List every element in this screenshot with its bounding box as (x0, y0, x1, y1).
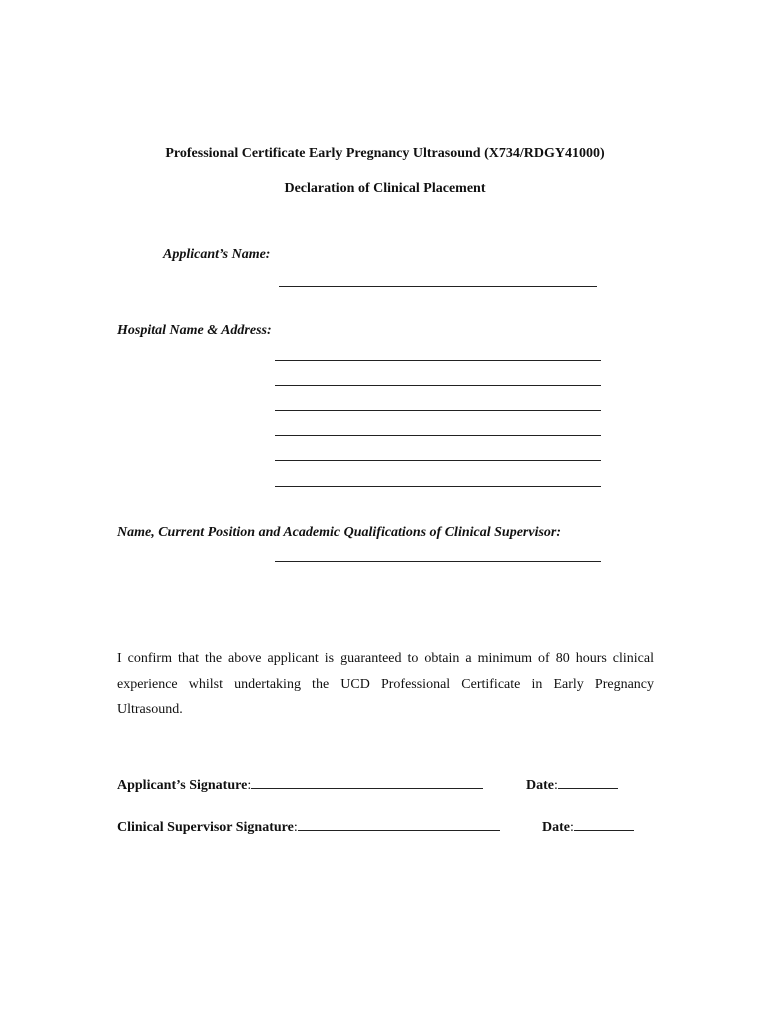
applicant-signature-row (117, 776, 483, 794)
supervisor-label: Name, Current Position and Academic Qualifications of Clinical Supervisor: (117, 525, 562, 540)
applicant-date-colon: : (554, 778, 558, 793)
hospital-field-line-5[interactable] (275, 460, 601, 461)
applicant-date-label: Date (526, 778, 554, 793)
applicant-signature-label: Applicant’s Signature (117, 778, 248, 793)
supervisor-date-field[interactable] (574, 818, 634, 831)
applicant-date-row (526, 776, 618, 794)
applicant-signature-colon: : (247, 778, 252, 793)
hospital-field-line-1[interactable] (275, 360, 601, 361)
hospital-field-line-2[interactable] (275, 385, 601, 386)
supervisor-signature-row (117, 818, 500, 836)
document-title: Professional Certificate Early Pregnancy Ultrasound (X734/RDGY41000) (165, 146, 605, 161)
hospital-field-line-4[interactable] (275, 435, 601, 436)
applicant-name-field[interactable] (279, 286, 597, 287)
supervisor-date-label: Date (542, 820, 570, 835)
supervisor-date-row (542, 818, 634, 836)
supervisor-signature-label: Clinical Supervisor Signature (117, 820, 294, 835)
applicant-signature-field[interactable] (251, 776, 483, 789)
applicant-name-label: Applicant’s Name: (163, 247, 271, 262)
confirmation-paragraph: I confirm that the above applicant is guaranteed to obtain a minimum of 80 hours clinical experience whilst undertaking the UCD Professional Certificate in Early Pregnancy Ultrasound. (117, 651, 654, 717)
supervisor-signature-field[interactable] (298, 818, 500, 831)
hospital-field-line-3[interactable] (275, 410, 601, 411)
hospital-field-line-6[interactable] (275, 486, 601, 487)
hospital-label: Hospital Name & Address: (117, 323, 272, 338)
document-subtitle: Declaration of Clinical Placement (284, 181, 486, 196)
supervisor-date-colon: : (570, 820, 574, 835)
applicant-date-field[interactable] (558, 776, 618, 789)
supervisor-field[interactable] (275, 561, 601, 562)
supervisor-signature-colon: : (293, 820, 298, 835)
